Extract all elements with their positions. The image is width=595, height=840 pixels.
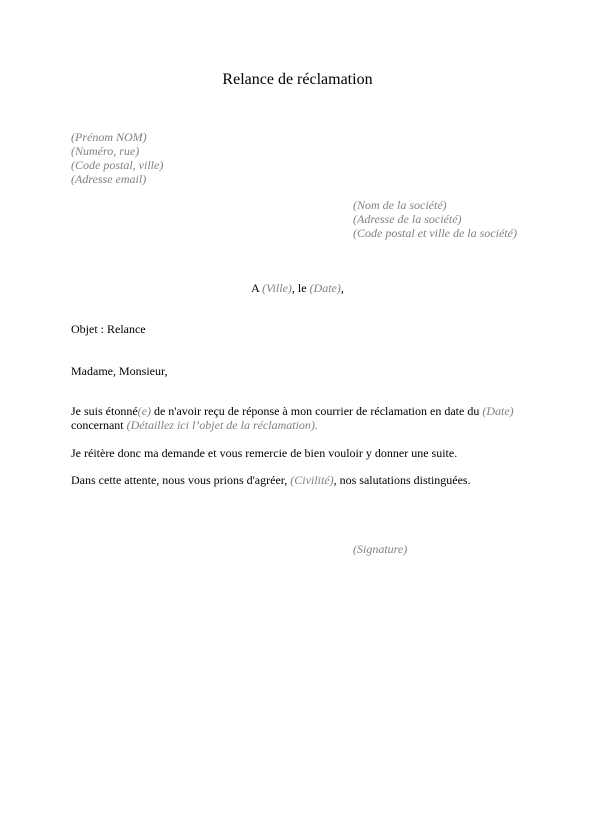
complaint-date-placeholder: (Date) <box>482 404 514 418</box>
sender-email: (Adresse email) <box>71 172 147 186</box>
letter-subject: Objet : Relance <box>71 322 146 336</box>
place-date-prefix: A <box>251 281 263 295</box>
letter-salutation: Madame, Monsieur, <box>71 364 168 378</box>
paragraph-3-part-1: Dans cette attente, nous vous prions d'agréer, <box>71 473 291 487</box>
sender-name: (Prénom NOM) <box>71 130 147 144</box>
place-and-date <box>0 281 595 295</box>
paragraph-1-part-1: Je suis étonné <box>71 404 138 418</box>
signature-placeholder: (Signature) <box>353 542 408 556</box>
complaint-object-placeholder: (Détaillez ici l’objet de la réclamation). <box>126 418 318 432</box>
place-city: (Ville) <box>262 281 292 295</box>
sender-street: (Numéro, rue) <box>71 144 140 158</box>
letter-date: (Date) <box>309 281 341 295</box>
paragraph-3-part-2: , nos salutations distinguées. <box>333 473 471 487</box>
sender-city: (Code postal, ville) <box>71 158 164 172</box>
recipient-company: (Nom de la société) <box>353 198 447 212</box>
place-date-middle: , le <box>291 281 310 295</box>
recipient-city: (Code postal et ville de la société) <box>353 226 517 240</box>
sender-address-block <box>71 130 163 186</box>
recipient-address-block <box>353 198 517 240</box>
recipient-address: (Adresse de la société) <box>353 212 462 226</box>
body-paragraph-1 <box>71 404 531 432</box>
civility-placeholder: (Civilité) <box>290 473 334 487</box>
gender-placeholder: (e) <box>137 404 151 418</box>
body-paragraph-3 <box>71 473 531 487</box>
document-title: Relance de réclamation <box>222 71 373 88</box>
paragraph-1-part-3: concernant <box>71 418 127 432</box>
paragraph-1-part-2: de n'avoir reçu de réponse à mon courrier de réclamation en date du <box>150 404 483 418</box>
place-date-suffix: , <box>340 281 344 295</box>
body-paragraph-2: Je réitère donc ma demande et vous remercie de bien vouloir y donner une suite. <box>71 446 458 460</box>
